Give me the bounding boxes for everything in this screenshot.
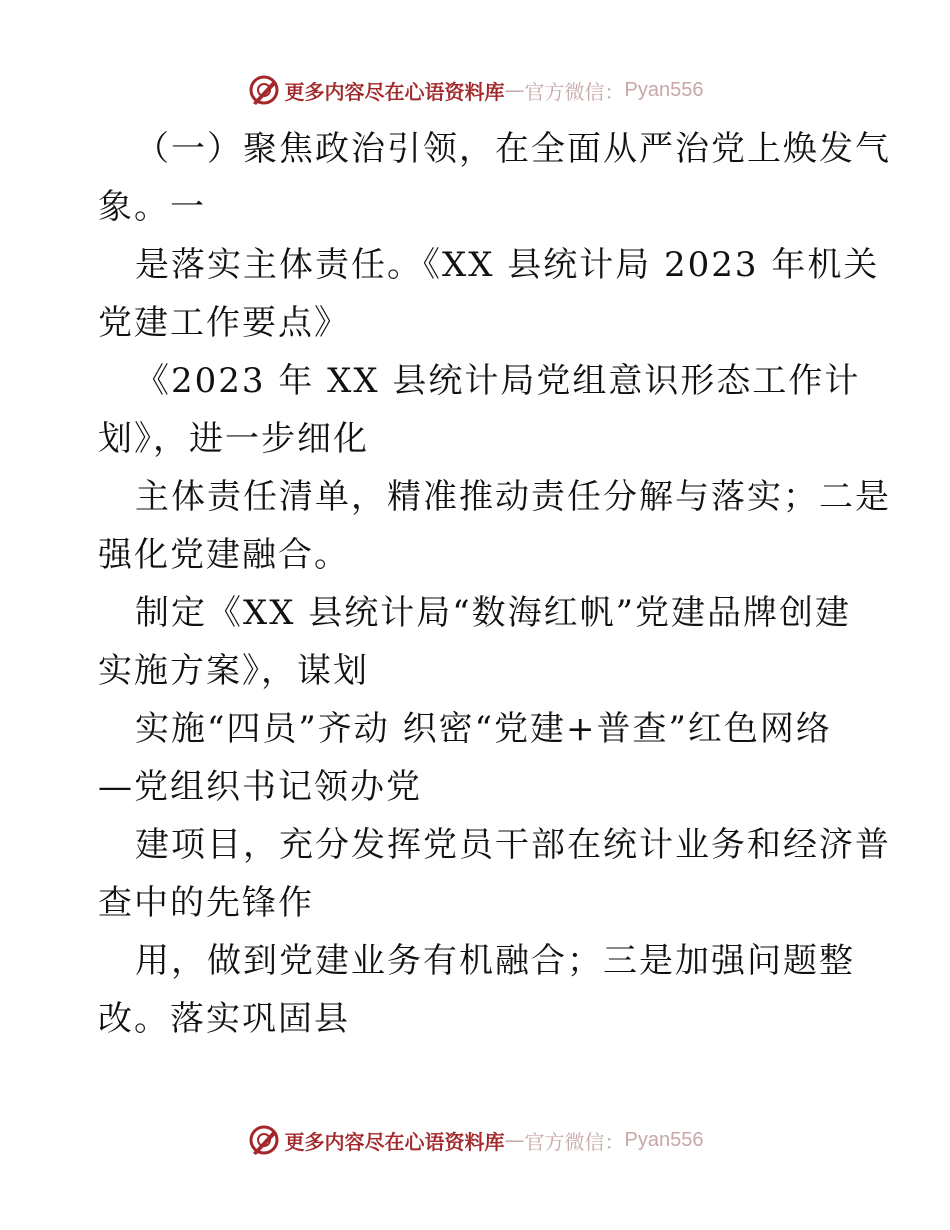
body-line: 改。落实巩固县	[98, 999, 350, 1039]
body-line: 主体责任清单，精准推动责任分解与落实；二是	[135, 477, 891, 517]
body-line: 象。一	[98, 187, 206, 227]
body-line: —党组织书记领办党	[98, 767, 422, 807]
body-line: 用，做到党建业务有机融合；三是加强问题整	[135, 941, 855, 981]
watermark-site-text: 更多内容尽在心语资料库	[284, 1129, 505, 1154]
body-line: 实施方案》，谋划	[98, 651, 369, 691]
body-line: 党建工作要点》	[98, 303, 350, 343]
document-body	[98, 120, 891, 1048]
body-line: 建项目，充分发挥党员干部在统计业务和经济普	[135, 825, 891, 865]
watermark-wechat-id: Pyan556	[624, 1128, 704, 1151]
body-line: 《2023 年 XX 县统计局党组意识形态工作计	[135, 361, 861, 401]
pen-logo-icon	[247, 73, 281, 107]
body-line: 强化党建融合。	[98, 535, 350, 575]
watermark-site-text: 更多内容尽在心语资料库	[284, 79, 505, 104]
header-watermark	[0, 70, 950, 110]
footer-watermark	[0, 1120, 950, 1160]
pen-logo-icon	[247, 1123, 281, 1157]
watermark-dash: —	[504, 78, 525, 102]
watermark-wechat-id: Pyan556	[624, 78, 704, 101]
body-line: 实施“四员”齐动 织密“党建+普查”红色网络	[135, 709, 832, 749]
watermark-dash: —	[504, 1128, 525, 1152]
body-line: 是落实主体责任。《XX 县统计局 2023 年机关	[135, 245, 880, 285]
watermark-wechat-label: 官方微信：	[524, 79, 625, 104]
body-line: 划》，进一步细化	[98, 419, 369, 459]
body-line: （一）聚焦政治引领，在全面从严治党上焕发气	[135, 129, 891, 169]
body-line: 查中的先锋作	[98, 883, 314, 923]
body-line: 制定《XX 县统计局“数海红帆”党建品牌创建	[135, 593, 851, 633]
watermark-wechat-label: 官方微信：	[524, 1129, 625, 1154]
